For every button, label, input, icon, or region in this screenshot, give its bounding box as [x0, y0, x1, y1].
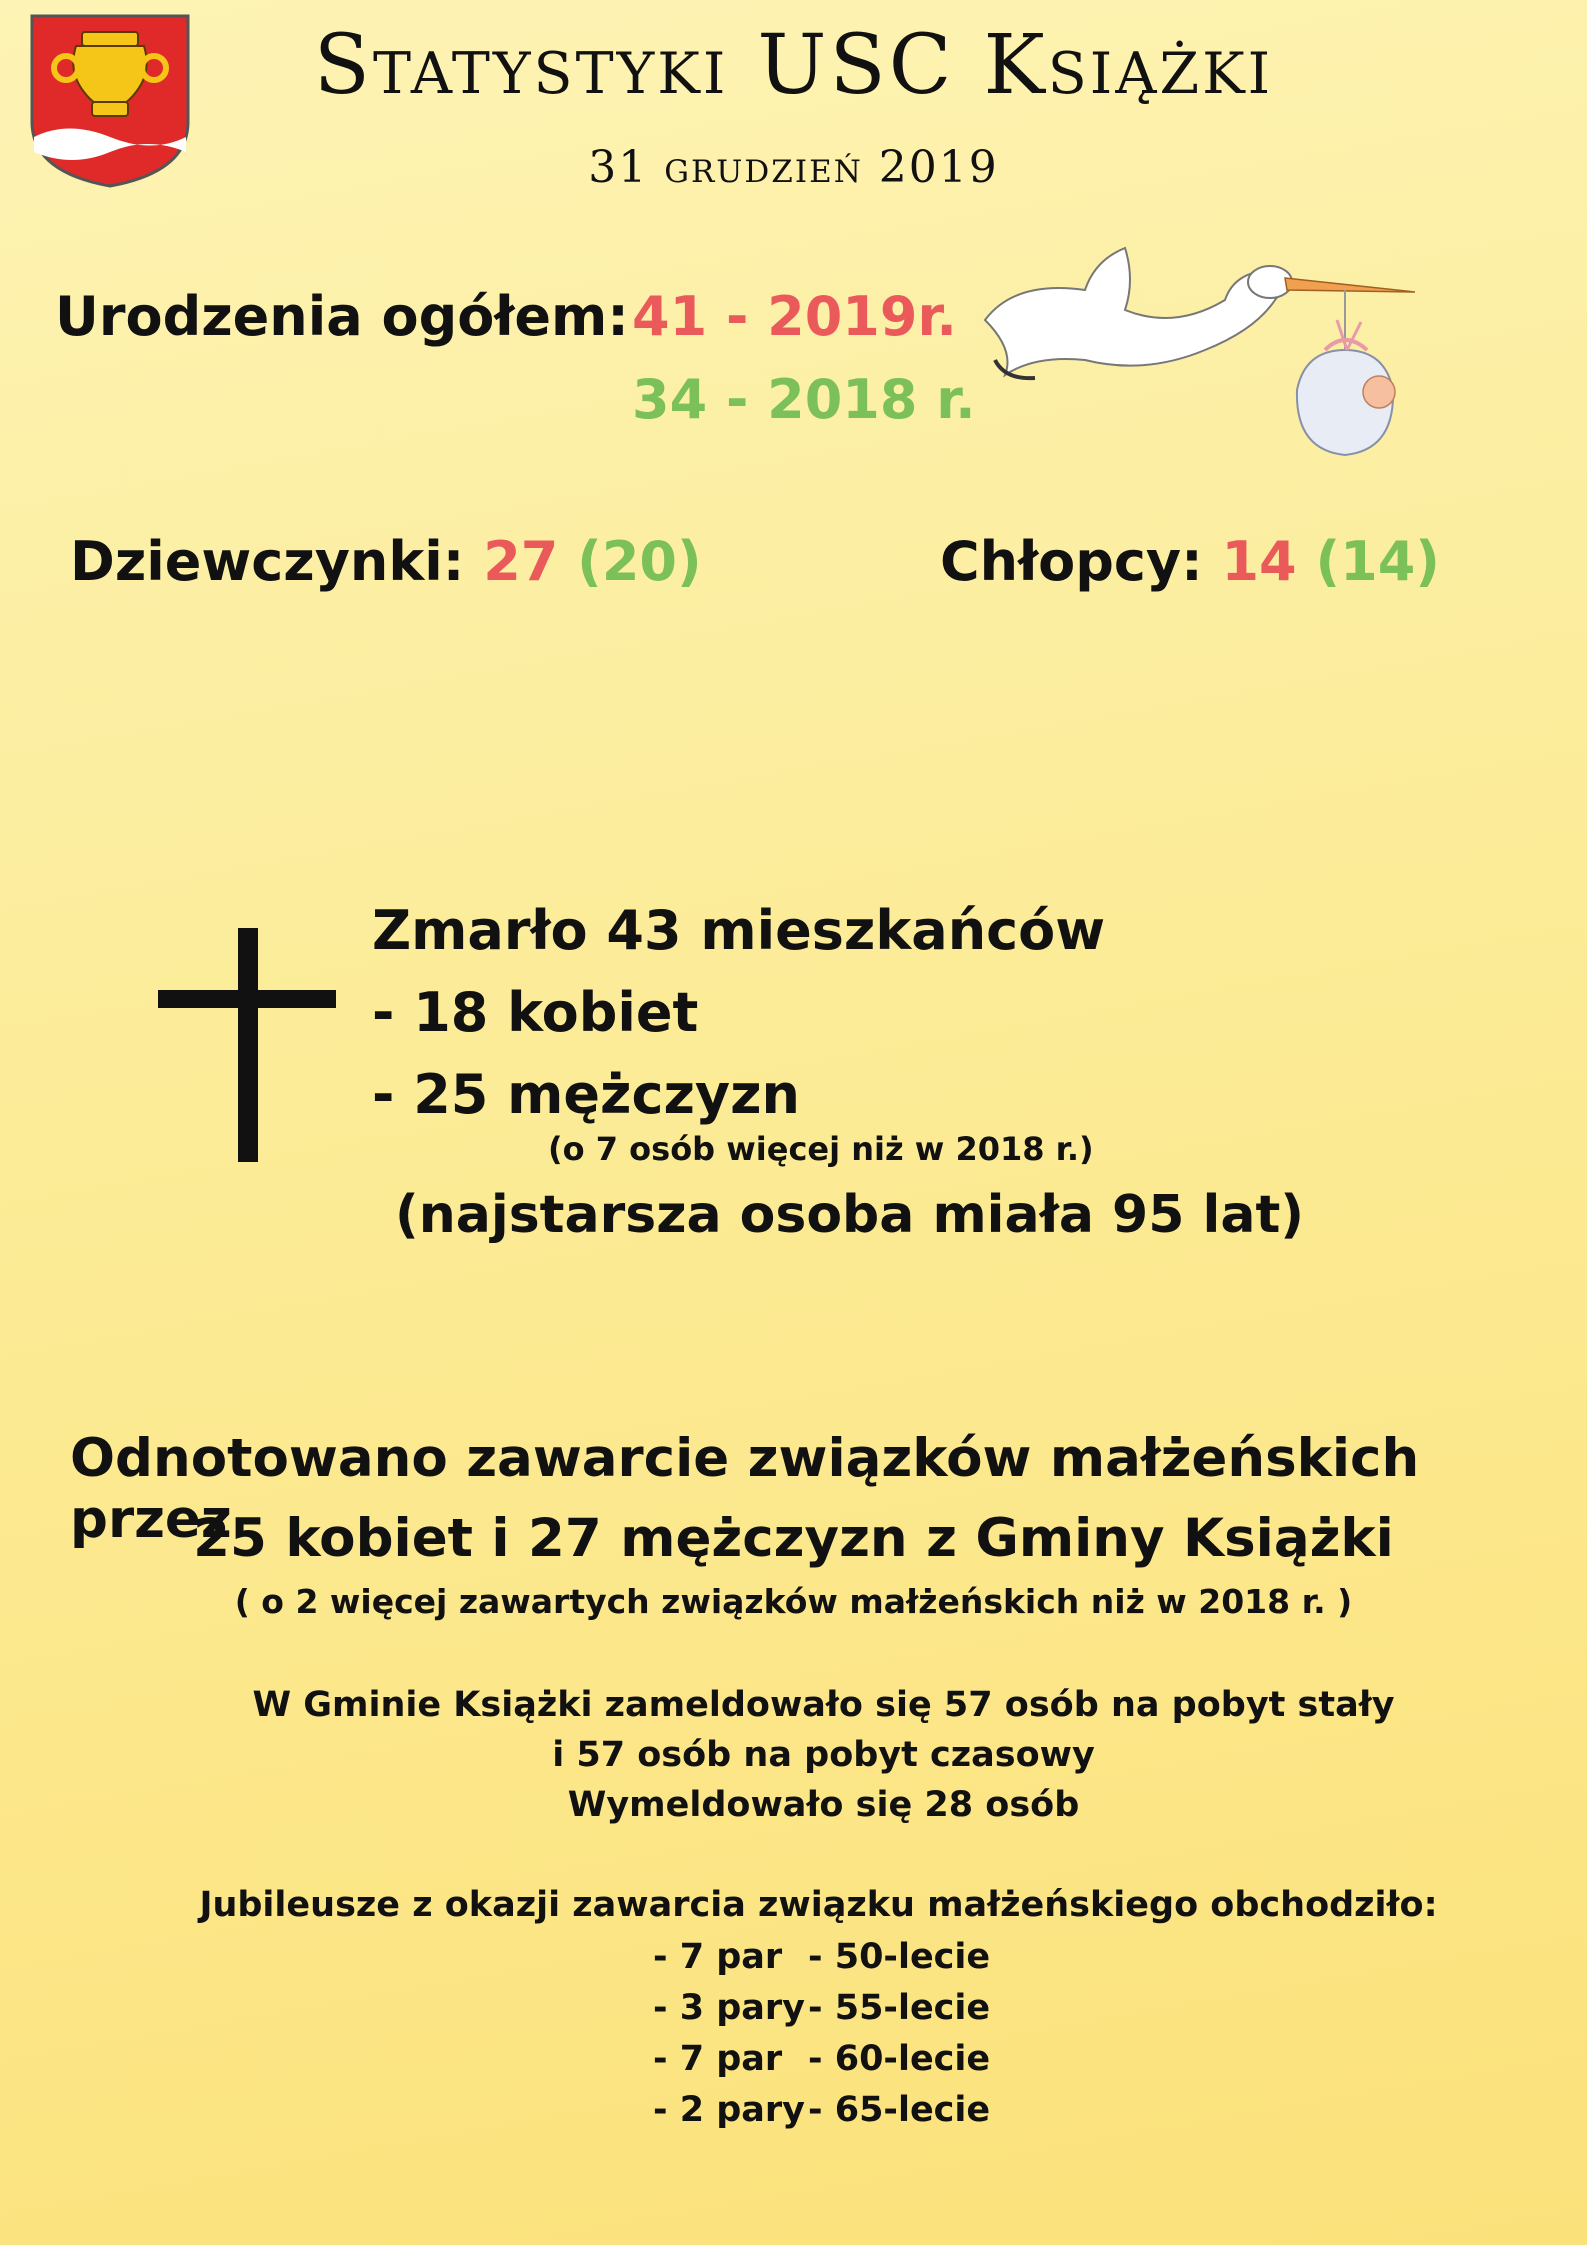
girls-previous: (20): [577, 530, 702, 593]
births-2018: 34 - 2018 r.: [632, 368, 976, 431]
jubilee-count: - 3 pary: [653, 1988, 805, 2028]
boys-count: [940, 530, 1440, 593]
marriages-line2: 25 kobiet i 27 mężczyzn z Gminy Książki: [193, 1508, 1394, 1569]
marriages-line1: Odnotowano zawarcie związków małżeńskich przez: [70, 1428, 1420, 1550]
marriages-note: ( o 2 więcej zawartych związków małżeńskich niż w 2018 r. ): [234, 1582, 1353, 1621]
list-item: [653, 1932, 990, 1983]
jubilee-count: - 2 pary: [653, 2090, 805, 2130]
jubilee-anniversary: - 65-lecie: [808, 2090, 991, 2130]
deregistration: Wymeldowało się 28 osób: [567, 1785, 1080, 1825]
list-item: [653, 2034, 990, 2085]
page-title: Statystyki USC Książki: [313, 18, 1274, 113]
jubilees-heading: Jubileusze z okazji zawarcia związku małżeńskiego obchodziło:: [199, 1885, 1438, 1925]
jubilee-count: - 7 par: [653, 1937, 783, 1977]
jubilee-anniversary: - 50-lecie: [808, 1937, 991, 1977]
oldest-person: (najstarsza osoba miała 95 lat): [395, 1185, 1305, 1245]
deaths-summary: [372, 890, 1105, 1136]
jubilees-list: [653, 1932, 990, 2136]
jubilee-anniversary: - 60-lecie: [808, 2039, 991, 2079]
deaths-note: (o 7 osób więcej niż w 2018 r.): [548, 1130, 1094, 1168]
jubilee-count: - 7 par: [653, 2039, 783, 2079]
births-2019: 41 - 2019r.: [632, 285, 957, 348]
registration-temporary: i 57 osób na pobyt czasowy: [552, 1735, 1095, 1775]
stork-with-baby-icon: [975, 240, 1415, 470]
deaths-women: - 18 kobiet: [372, 981, 699, 1044]
girls-current: 27: [483, 530, 559, 593]
boys-previous: (14): [1315, 530, 1440, 593]
registration-permanent: W Gminie Książki zameldowało się 57 osób na pobyt stały: [252, 1685, 1395, 1725]
list-item: [653, 1983, 990, 2034]
births-label: Urodzenia ogółem:: [55, 285, 629, 348]
boys-current: 14: [1221, 530, 1297, 593]
girls-label: Dziewczynki:: [70, 530, 465, 593]
girls-count: [70, 530, 702, 593]
boys-label: Chłopcy:: [940, 530, 1203, 593]
deaths-total: Zmarło 43 mieszkańców: [372, 899, 1106, 962]
registration-info: [60, 1680, 1587, 1830]
deaths-men: - 25 mężczyzn: [372, 1063, 800, 1126]
jubilee-anniversary: - 55-lecie: [808, 1988, 991, 2028]
cross-icon: [158, 928, 336, 1162]
report-date: 31 grudzień 2019: [588, 142, 999, 193]
list-item: [653, 2085, 990, 2136]
